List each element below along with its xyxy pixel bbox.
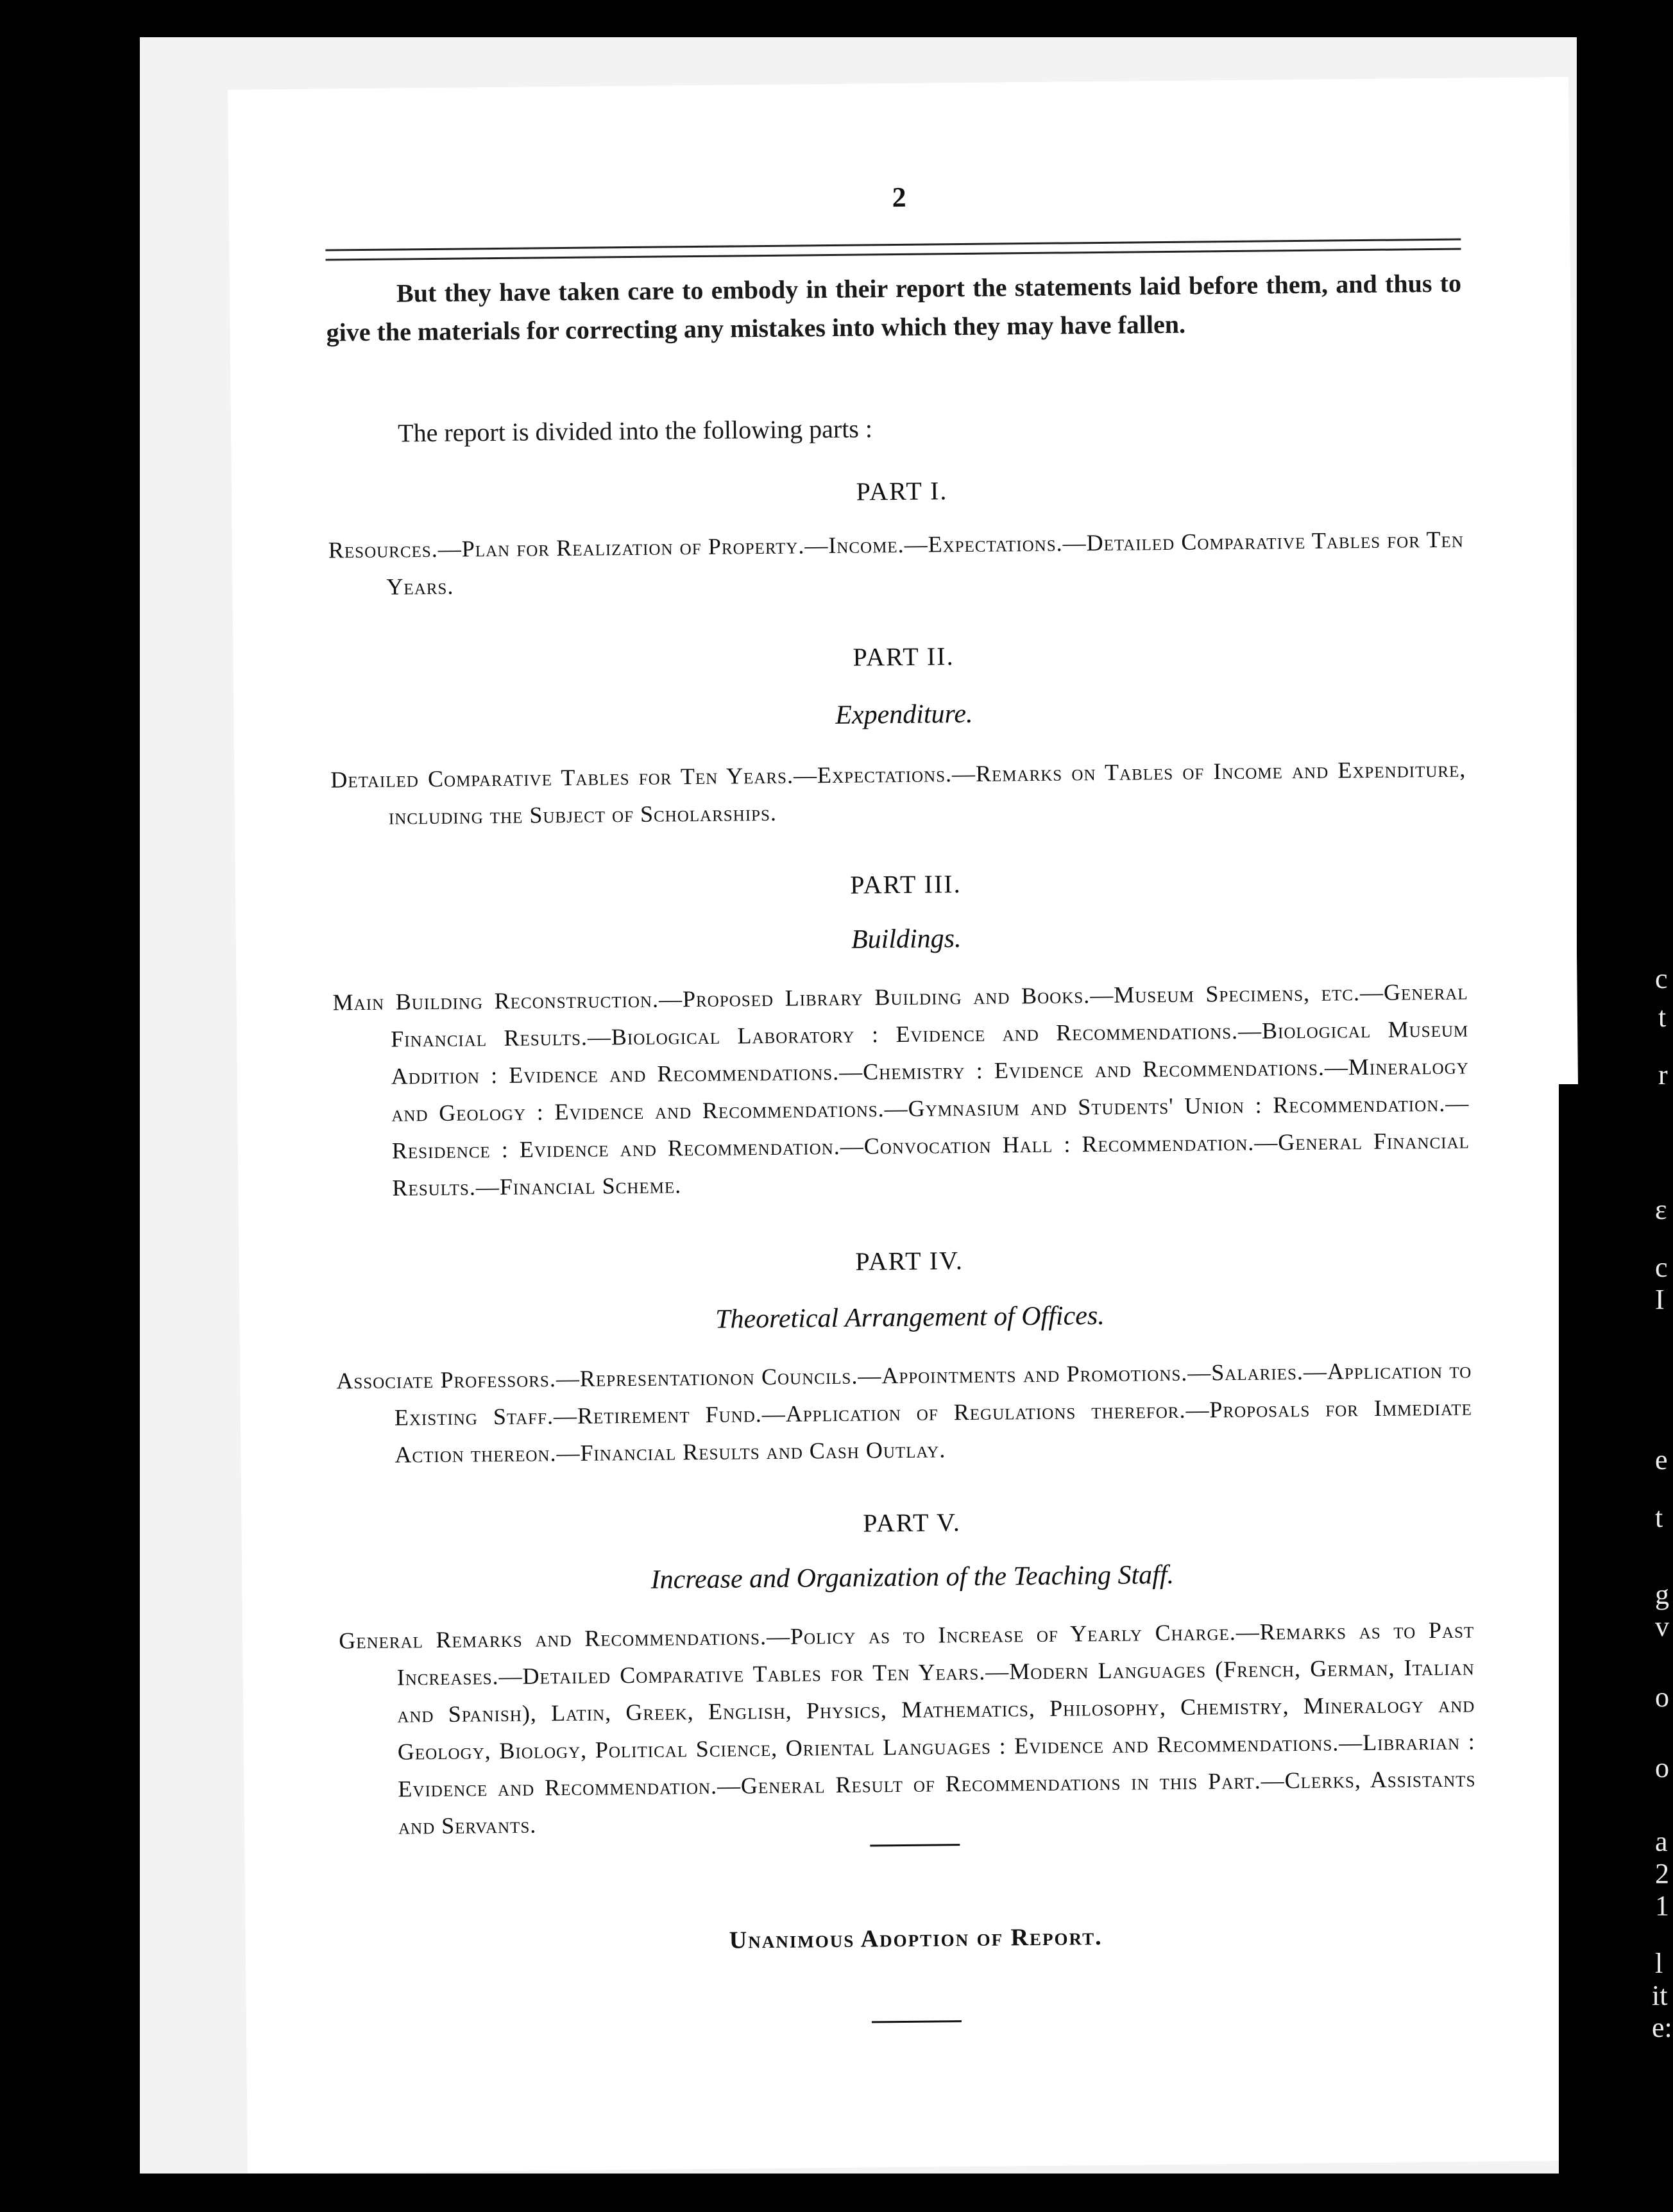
part-5-heading: PART V. xyxy=(863,1508,961,1538)
adjacent-fragment: t xyxy=(1655,1502,1663,1533)
part-1-heading: PART I. xyxy=(856,476,948,506)
part-1-summary: Resources.—Plan for Realization of Property.—Income.—Expectations.—Detailed Comparative Tables for Ten Years. xyxy=(328,526,1465,600)
part-4-heading: PART IV. xyxy=(855,1246,964,1276)
part-3-summary: Main Building Reconstruction.—Proposed Library Building and Books.—Museum Specimens, etc.—General Financial Results.—Biological Laboratory : Evidence and Recommendations.—Biological Museum Addition : Evidence and Recommendations.—Chemistry : Evidence and Recommendations.—Mineralogy and Geology : Evidence and Recommendations.—Gymnasium and Students' Union : Recommendation.—Residence : Evidence and Recommendation.—Convocation Hall : Recommendation.—General Financial Results.—Financial Scheme. xyxy=(332,978,1470,1201)
adjacent-fragment: e: xyxy=(1652,2012,1672,2043)
adjacent-fragment: 2 xyxy=(1655,1858,1669,1889)
part-5-subtitle: Increase and Organization of the Teaching Staff. xyxy=(650,1560,1175,1595)
adjacent-fragment: ε xyxy=(1655,1194,1667,1225)
part-4-summary: Associate Professors.—Representationon Councils.—Appointments and Promotions.—Salaries.—Application to Existing Staff.—Retirement Fund.—Application of Regulations therefor.—Proposals for Immediate Action thereon.—Financial Results and Cash Outlay. xyxy=(336,1357,1472,1468)
adjacent-fragment: 1 xyxy=(1655,1890,1669,1921)
adjacent-fragment: v xyxy=(1655,1611,1669,1642)
part-5-summary: General Remarks and Recommendations.—Policy as to Increase of Yearly Charge.—Remarks as to Past Increases.—Detailed Comparative Tables for Ten Years.—Modern Languages (French, German, Italian and Spanish), Latin, Greek, English, Physics, Mathematics, Philosophy, Chemistry, Mineralogy and Geology, Biology, Political Science, Oriental Languages : Evidence and Recommendations.—Librarian : Evidence and Recommendation.—General Result of Recommendations in this Part.—Clerks, Assistants and Servants. xyxy=(339,1617,1476,1839)
adjacent-fragment: l xyxy=(1655,1948,1663,1979)
document-page xyxy=(228,77,1588,2174)
part-2-summary: Detailed Comparative Tables for Ten Years.—Expectations.—Remarks on Tables of Income and Expenditure, including the Subject of Scholarships. xyxy=(330,756,1466,830)
part-2-heading: PART II. xyxy=(853,642,955,672)
adjacent-fragment: t xyxy=(1658,1001,1667,1033)
page-number: 2 xyxy=(892,181,906,214)
adjacent-fragment: o xyxy=(1655,1681,1669,1713)
part-3-subtitle: Buildings. xyxy=(851,924,962,955)
adjacent-fragment: it xyxy=(1652,1980,1668,2011)
adjacent-fragment: c xyxy=(1655,963,1668,994)
part-2-subtitle: Expenditure. xyxy=(835,699,973,730)
adjacent-fragment: o xyxy=(1655,1752,1669,1783)
adjacent-fragment: g xyxy=(1655,1579,1669,1610)
adjacent-fragment: c xyxy=(1655,1252,1668,1283)
adjacent-fragment: r xyxy=(1658,1059,1668,1091)
header-double-rule xyxy=(325,239,1461,261)
divider-rule-top xyxy=(870,1844,960,1846)
closing-line: Unanimous Adoption of Report. xyxy=(729,1923,1103,1954)
adjacent-fragment: e xyxy=(1655,1444,1668,1476)
adjacent-fragment: I xyxy=(1655,1284,1665,1315)
adjacent-page-edge xyxy=(1559,963,1673,2212)
part-3-heading: PART III. xyxy=(850,869,962,899)
division-sentence: The report is divided into the following parts : xyxy=(397,414,873,448)
divider-rule-bottom xyxy=(872,2020,962,2023)
part-4-subtitle: Theoretical Arrangement of Offices. xyxy=(715,1300,1105,1334)
intro-paragraph: But they have taken care to embody in their report the statements laid before them, and thus to give the materials for correcting any mistakes into which they may have fallen. xyxy=(326,268,1462,347)
adjacent-fragment: a xyxy=(1655,1826,1668,1857)
